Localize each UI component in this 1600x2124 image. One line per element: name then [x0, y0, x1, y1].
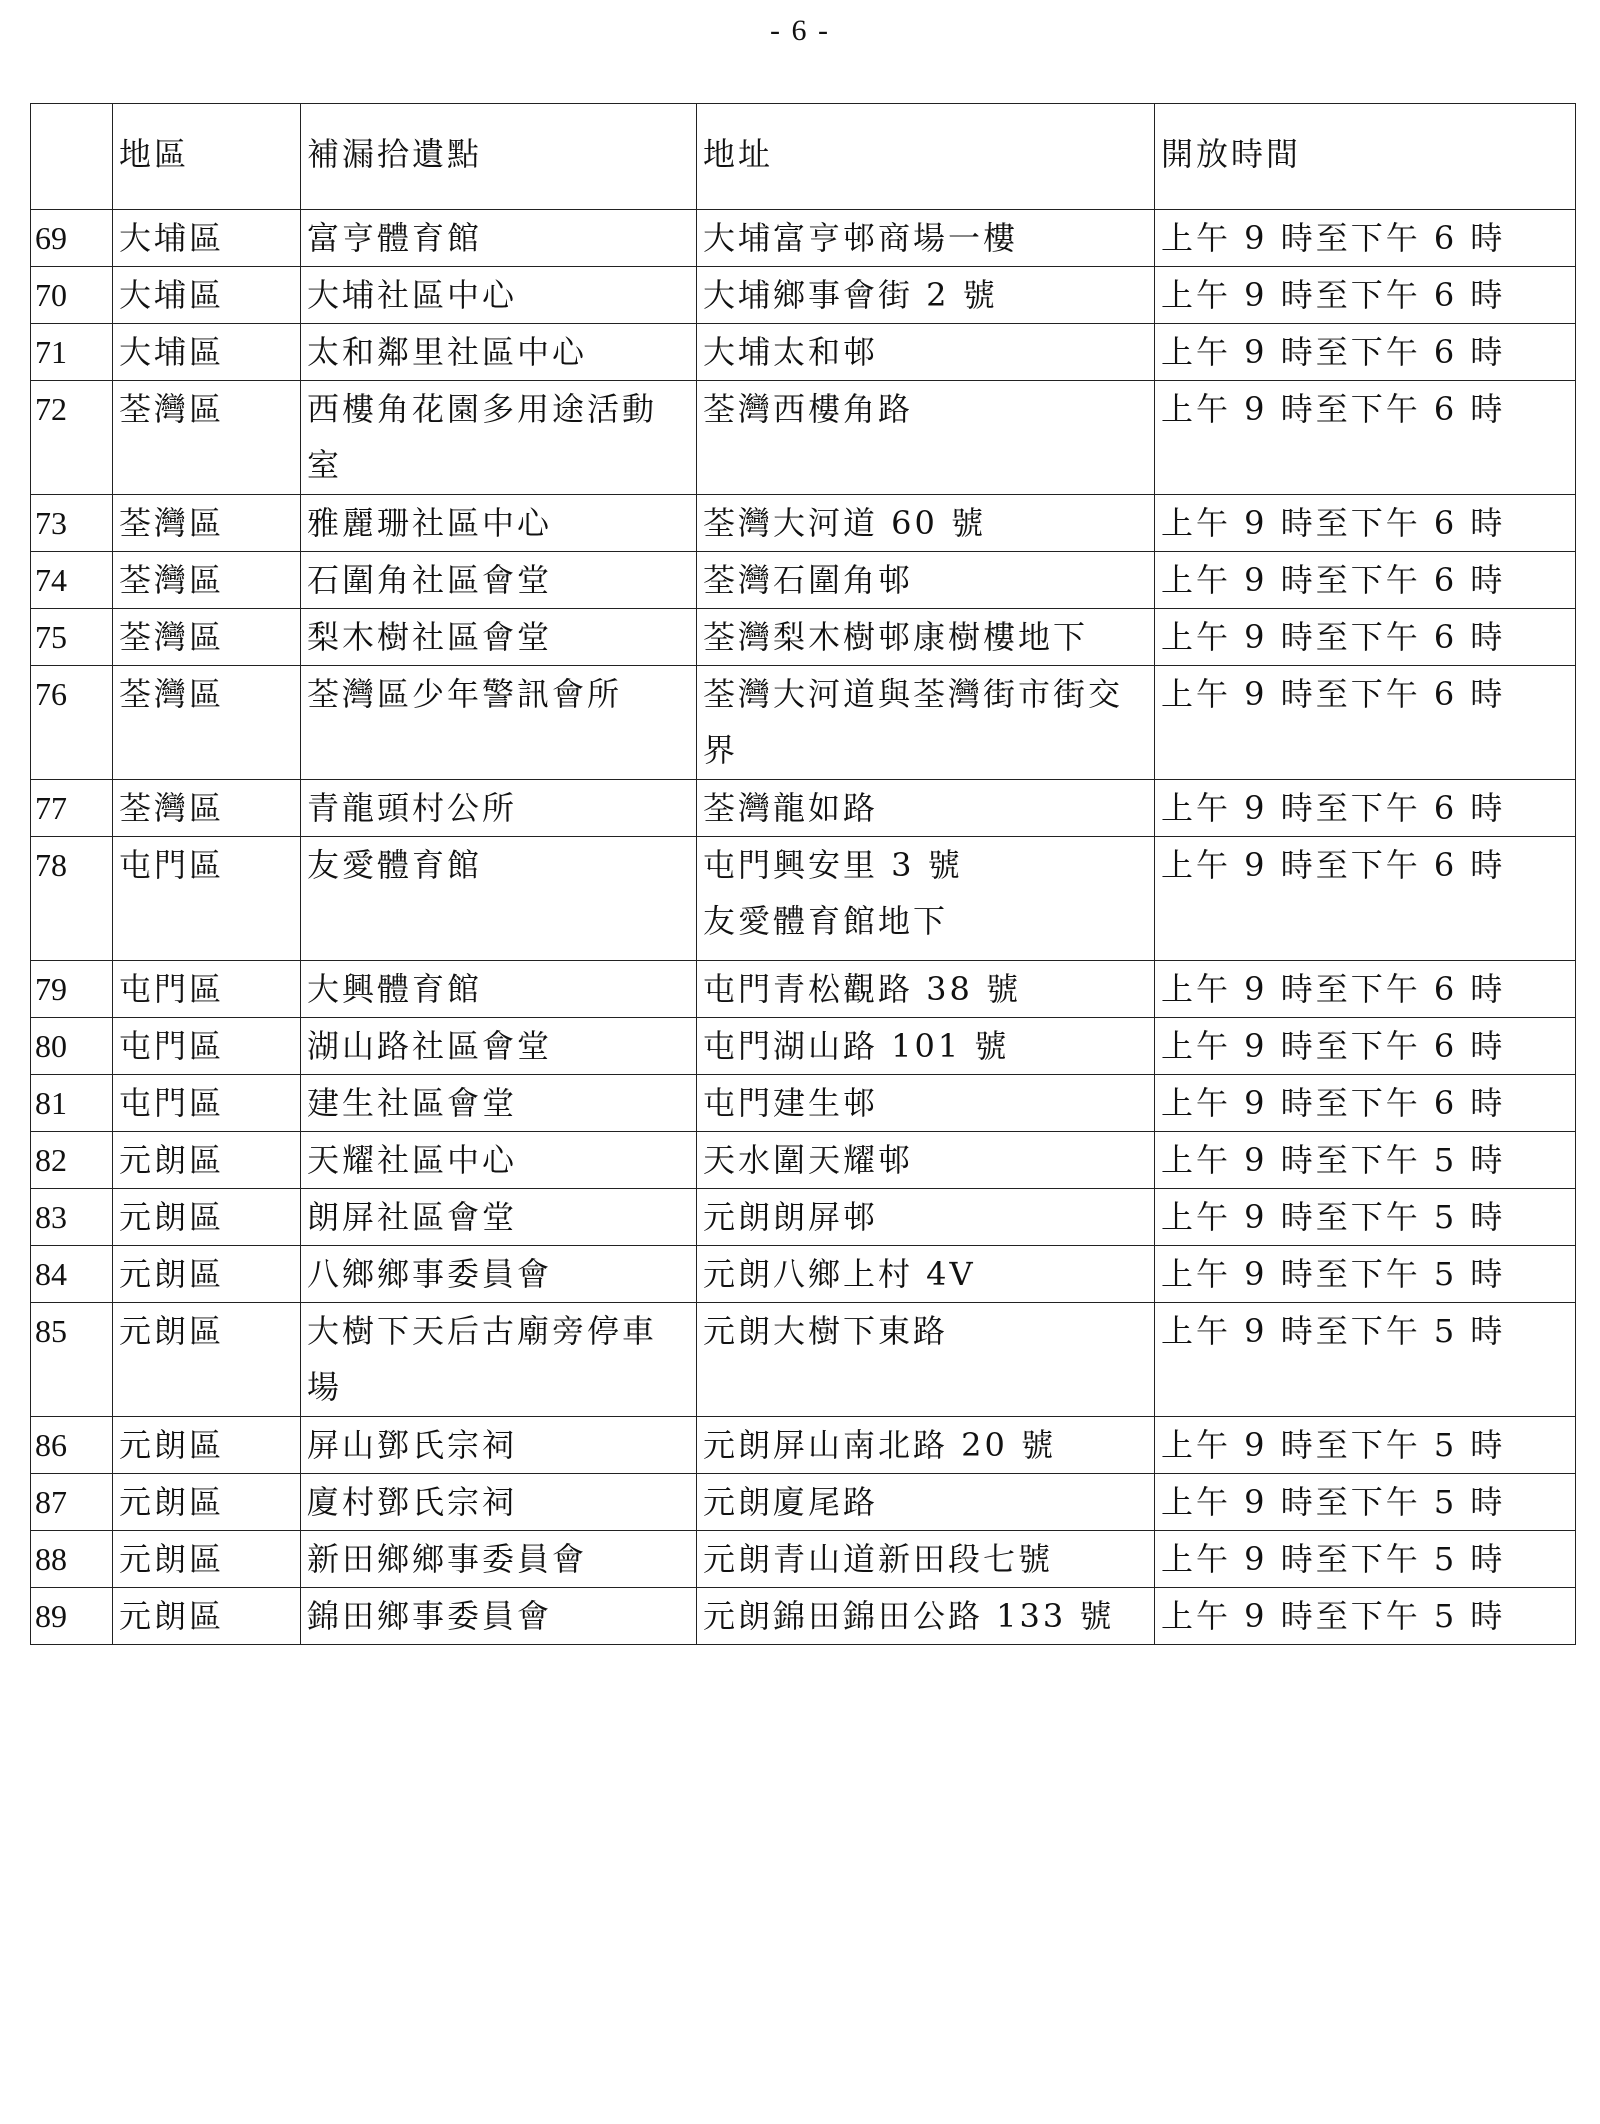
- row-collection-point: 青龍頭村公所: [301, 780, 697, 837]
- row-collection-point: 富亨體育館: [301, 210, 697, 267]
- row-collection-point: 朗屏社區會堂: [301, 1189, 697, 1246]
- table-header-row: [31, 104, 1576, 210]
- row-district: 荃灣區: [113, 666, 301, 780]
- row-number: 76: [31, 666, 113, 780]
- row-opening-hours: 上午 9 時至下午 6 時: [1155, 495, 1576, 552]
- row-address: [697, 837, 1155, 961]
- row-district: 元朗區: [113, 1246, 301, 1303]
- row-opening-hours: 上午 9 時至下午 6 時: [1155, 552, 1576, 609]
- row-collection-point: 廈村鄧氏宗祠: [301, 1474, 697, 1531]
- collection-points-table: [30, 103, 1576, 1645]
- row-collection-point: 石圍角社區會堂: [301, 552, 697, 609]
- row-collection-point: 建生社區會堂: [301, 1075, 697, 1132]
- row-number: 77: [31, 780, 113, 837]
- row-district: 荃灣區: [113, 780, 301, 837]
- header-number: [31, 104, 113, 210]
- row-address: 元朗朗屏邨: [697, 1189, 1155, 1246]
- row-number: 79: [31, 961, 113, 1018]
- row-collection-point: 大興體育館: [301, 961, 697, 1018]
- row-address: 荃灣西樓角路: [697, 381, 1155, 495]
- table-row: [31, 666, 1576, 780]
- row-opening-hours: 上午 9 時至下午 6 時: [1155, 210, 1576, 267]
- row-district: 元朗區: [113, 1474, 301, 1531]
- row-district: 元朗區: [113, 1303, 301, 1417]
- header-district: 地區: [113, 104, 301, 210]
- row-opening-hours: 上午 9 時至下午 6 時: [1155, 666, 1576, 780]
- row-number: 87: [31, 1474, 113, 1531]
- row-number: 73: [31, 495, 113, 552]
- row-collection-point: 屏山鄧氏宗祠: [301, 1417, 697, 1474]
- row-district: 大埔區: [113, 210, 301, 267]
- row-number: 83: [31, 1189, 113, 1246]
- table-row: [31, 1018, 1576, 1075]
- row-opening-hours: 上午 9 時至下午 6 時: [1155, 609, 1576, 666]
- row-collection-point: 湖山路社區會堂: [301, 1018, 697, 1075]
- row-address: 元朗大樹下東路: [697, 1303, 1155, 1417]
- table-row: [31, 1417, 1576, 1474]
- row-collection-point: 大埔社區中心: [301, 267, 697, 324]
- row-address: 元朗錦田錦田公路 133 號: [697, 1588, 1155, 1645]
- row-collection-point: 太和鄰里社區中心: [301, 324, 697, 381]
- row-opening-hours: 上午 9 時至下午 5 時: [1155, 1417, 1576, 1474]
- row-opening-hours: 上午 9 時至下午 5 時: [1155, 1474, 1576, 1531]
- row-address: 元朗青山道新田段七號: [697, 1531, 1155, 1588]
- table-row: [31, 837, 1576, 961]
- row-district: 荃灣區: [113, 495, 301, 552]
- row-opening-hours: 上午 9 時至下午 5 時: [1155, 1189, 1576, 1246]
- row-district: 屯門區: [113, 837, 301, 961]
- row-number: 71: [31, 324, 113, 381]
- row-number: 80: [31, 1018, 113, 1075]
- row-collection-point: 錦田鄉事委員會: [301, 1588, 697, 1645]
- row-number: 82: [31, 1132, 113, 1189]
- row-opening-hours: 上午 9 時至下午 6 時: [1155, 381, 1576, 495]
- row-opening-hours: 上午 9 時至下午 5 時: [1155, 1588, 1576, 1645]
- row-opening-hours: 上午 9 時至下午 5 時: [1155, 1531, 1576, 1588]
- row-number: 74: [31, 552, 113, 609]
- row-number: 70: [31, 267, 113, 324]
- row-collection-point: 西樓角花園多用途活動室: [301, 381, 697, 495]
- row-number: 75: [31, 609, 113, 666]
- row-address: 屯門青松觀路 38 號: [697, 961, 1155, 1018]
- table-body: [31, 210, 1576, 1645]
- row-number: 72: [31, 381, 113, 495]
- row-address: 屯門建生邨: [697, 1075, 1155, 1132]
- table-row: [31, 381, 1576, 495]
- table-row: [31, 267, 1576, 324]
- row-address: 天水圍天耀邨: [697, 1132, 1155, 1189]
- row-number: 78: [31, 837, 113, 961]
- row-address: 元朗廈尾路: [697, 1474, 1155, 1531]
- table-row: [31, 210, 1576, 267]
- table-row: [31, 324, 1576, 381]
- row-address: 元朗八鄉上村 4V: [697, 1246, 1155, 1303]
- row-address: 大埔太和邨: [697, 324, 1155, 381]
- row-address: 荃灣石圍角邨: [697, 552, 1155, 609]
- row-opening-hours: 上午 9 時至下午 5 時: [1155, 1303, 1576, 1417]
- row-number: 84: [31, 1246, 113, 1303]
- header-address: 地址: [697, 104, 1155, 210]
- header-opening-hours: 開放時間: [1155, 104, 1576, 210]
- row-opening-hours: 上午 9 時至下午 6 時: [1155, 267, 1576, 324]
- row-district: 荃灣區: [113, 381, 301, 495]
- row-address: 屯門湖山路 101 號: [697, 1018, 1155, 1075]
- row-district: 屯門區: [113, 1018, 301, 1075]
- row-collection-point: 雅麗珊社區中心: [301, 495, 697, 552]
- row-district: 屯門區: [113, 1075, 301, 1132]
- table-row: [31, 552, 1576, 609]
- row-collection-point: 新田鄉鄉事委員會: [301, 1531, 697, 1588]
- table-row: [31, 495, 1576, 552]
- row-opening-hours: 上午 9 時至下午 6 時: [1155, 1018, 1576, 1075]
- row-opening-hours: 上午 9 時至下午 6 時: [1155, 1075, 1576, 1132]
- row-opening-hours: 上午 9 時至下午 6 時: [1155, 837, 1576, 961]
- row-number: 89: [31, 1588, 113, 1645]
- row-address: 大埔富亨邨商場一樓: [697, 210, 1155, 267]
- row-number: 81: [31, 1075, 113, 1132]
- row-number: 69: [31, 210, 113, 267]
- table-row: [31, 780, 1576, 837]
- row-collection-point: 荃灣區少年警訊會所: [301, 666, 697, 780]
- row-address: 荃灣大河道與荃灣街市街交界: [697, 666, 1155, 780]
- table-row: [31, 1588, 1576, 1645]
- row-district: 元朗區: [113, 1132, 301, 1189]
- table-row: [31, 1531, 1576, 1588]
- row-district: 荃灣區: [113, 609, 301, 666]
- row-opening-hours: 上午 9 時至下午 6 時: [1155, 780, 1576, 837]
- row-district: 元朗區: [113, 1588, 301, 1645]
- row-collection-point: 天耀社區中心: [301, 1132, 697, 1189]
- row-district: 元朗區: [113, 1189, 301, 1246]
- page-number: - 6 -: [770, 14, 830, 47]
- row-opening-hours: 上午 9 時至下午 5 時: [1155, 1132, 1576, 1189]
- table-row: [31, 1189, 1576, 1246]
- table-row: [31, 1075, 1576, 1132]
- row-number: 85: [31, 1303, 113, 1417]
- row-number: 88: [31, 1531, 113, 1588]
- row-district: 屯門區: [113, 961, 301, 1018]
- row-address-line-1: 屯門興安里 3 號: [703, 846, 963, 884]
- row-address: 荃灣龍如路: [697, 780, 1155, 837]
- table-row: [31, 1132, 1576, 1189]
- table-row: [31, 1303, 1576, 1417]
- row-collection-point: 友愛體育館: [301, 837, 697, 961]
- row-address-line-2: 友愛體育館地下: [703, 902, 949, 940]
- row-district: 大埔區: [113, 324, 301, 381]
- header-collection-point: 補漏拾遺點: [301, 104, 697, 210]
- row-district: 荃灣區: [113, 552, 301, 609]
- row-address: 大埔鄉事會街 2 號: [697, 267, 1155, 324]
- row-opening-hours: 上午 9 時至下午 5 時: [1155, 1246, 1576, 1303]
- row-opening-hours: 上午 9 時至下午 6 時: [1155, 961, 1576, 1018]
- row-collection-point: 梨木樹社區會堂: [301, 609, 697, 666]
- row-district: 大埔區: [113, 267, 301, 324]
- row-address: 荃灣大河道 60 號: [697, 495, 1155, 552]
- table-row: [31, 961, 1576, 1018]
- row-address: 元朗屏山南北路 20 號: [697, 1417, 1155, 1474]
- row-district: 元朗區: [113, 1417, 301, 1474]
- row-collection-point: 八鄉鄉事委員會: [301, 1246, 697, 1303]
- row-address: 荃灣梨木樹邨康樹樓地下: [697, 609, 1155, 666]
- table-row: [31, 1474, 1576, 1531]
- table-row: [31, 609, 1576, 666]
- row-opening-hours: 上午 9 時至下午 6 時: [1155, 324, 1576, 381]
- row-district: 元朗區: [113, 1531, 301, 1588]
- row-collection-point: 大樹下天后古廟旁停車場: [301, 1303, 697, 1417]
- table-row: [31, 1246, 1576, 1303]
- row-number: 86: [31, 1417, 113, 1474]
